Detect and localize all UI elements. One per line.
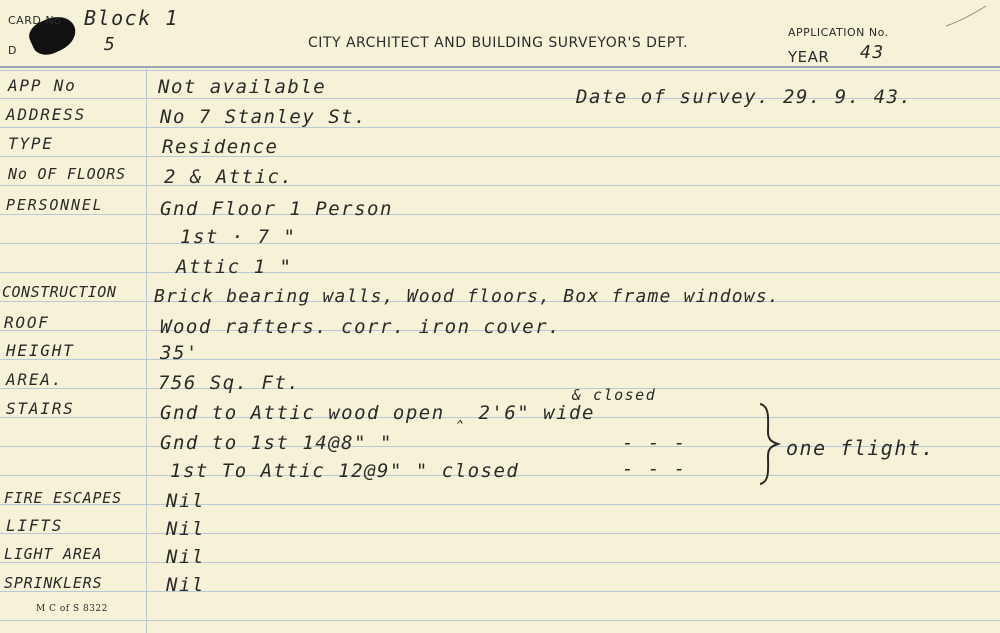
- value-stairs-gnd-first: Gnd to 1st 14@8" ": [160, 432, 393, 454]
- value-address: No 7 Stanley St.: [160, 106, 368, 128]
- value-lifts: Nil: [166, 518, 205, 540]
- value-stairs-first-attic: 1st To Attic 12@9" " closed: [170, 460, 520, 482]
- ditto-marks-row-2: - - -: [622, 432, 687, 454]
- value-construction: Brick bearing walls, Wood floors, Box frame windows.: [154, 286, 780, 307]
- label-area: AREA.: [6, 370, 64, 389]
- card-label: CARD No: [8, 14, 62, 27]
- label-address: ADDRESS: [6, 105, 87, 124]
- label-no-of-floors: No OF FLOORS: [8, 165, 126, 183]
- value-area: 756 Sq. Ft.: [158, 372, 301, 394]
- label-app-no: APP No: [8, 76, 77, 95]
- ruled-line: [0, 127, 1000, 128]
- survey-date: Date of survey. 29. 9. 43.: [576, 86, 913, 108]
- label-column-divider: [146, 68, 147, 633]
- ruled-line: [0, 214, 1000, 215]
- label-height: HEIGHT: [6, 341, 75, 360]
- value-sprinklers: Nil: [166, 574, 205, 596]
- ruled-line: [0, 185, 1000, 186]
- value-personnel-ground: Gnd Floor 1 Person: [160, 198, 393, 220]
- curly-brace: [756, 402, 782, 486]
- ruled-line: [0, 562, 1000, 563]
- value-personnel-attic: Attic 1 ": [176, 256, 293, 278]
- corner-pencil-mark: [944, 4, 988, 30]
- ruled-line: [0, 591, 1000, 592]
- ruled-line: [0, 272, 1000, 273]
- value-type: Residence: [162, 136, 279, 158]
- value-app-no: Not available: [158, 76, 327, 98]
- value-fire-escapes: Nil: [166, 490, 205, 512]
- label-fire-escapes: FIRE ESCAPES: [4, 489, 122, 507]
- card-value: Block 1: [84, 6, 179, 30]
- label-stairs: STAIRS: [6, 399, 75, 418]
- label-sprinklers: SPRINKLERS: [4, 574, 103, 592]
- application-label: APPLICATION No.: [788, 26, 889, 39]
- ruled-line: [0, 243, 1000, 244]
- value-roof: Wood rafters. corr. iron cover.: [160, 316, 562, 338]
- value-light-area: Nil: [166, 546, 205, 568]
- value-stairs-gnd-attic: Gnd to Attic wood open ‸ 2'6" wide: [160, 402, 595, 424]
- d-value: 5: [104, 34, 117, 55]
- year-value: 43: [860, 42, 885, 63]
- year-label: YEAR: [788, 48, 830, 66]
- label-light-area: LIGHT AREA: [4, 545, 103, 563]
- ruled-line: [0, 620, 1000, 621]
- dept-title: CITY ARCHITECT AND BUILDING SURVEYOR'S DEPT.: [308, 35, 689, 51]
- footer-code: M C of S 8322: [36, 604, 108, 614]
- header-rule-2: [0, 70, 1000, 71]
- ditto-marks-row-3: - - -: [622, 458, 687, 480]
- label-construction: CONSTRUCTION: [2, 283, 117, 301]
- ruled-line: [0, 156, 1000, 157]
- label-type: TYPE: [8, 134, 54, 153]
- stairs-insert-closed: & closed: [572, 386, 657, 404]
- value-height: 35': [160, 342, 199, 364]
- ruled-line: [0, 504, 1000, 505]
- label-roof: ROOF: [4, 313, 50, 332]
- value-no-of-floors: 2 & Attic.: [164, 166, 294, 188]
- ruled-line: [0, 388, 1000, 389]
- ruled-line: [0, 533, 1000, 534]
- ruled-line: [0, 359, 1000, 360]
- header-rule: [0, 66, 1000, 68]
- d-label: D: [8, 44, 17, 57]
- value-personnel-first: 1st · 7 ": [180, 226, 297, 248]
- stairs-note-one-flight: one flight.: [786, 436, 935, 460]
- label-personnel: PERSONNEL: [6, 196, 104, 214]
- label-lifts: LIFTS: [6, 516, 64, 535]
